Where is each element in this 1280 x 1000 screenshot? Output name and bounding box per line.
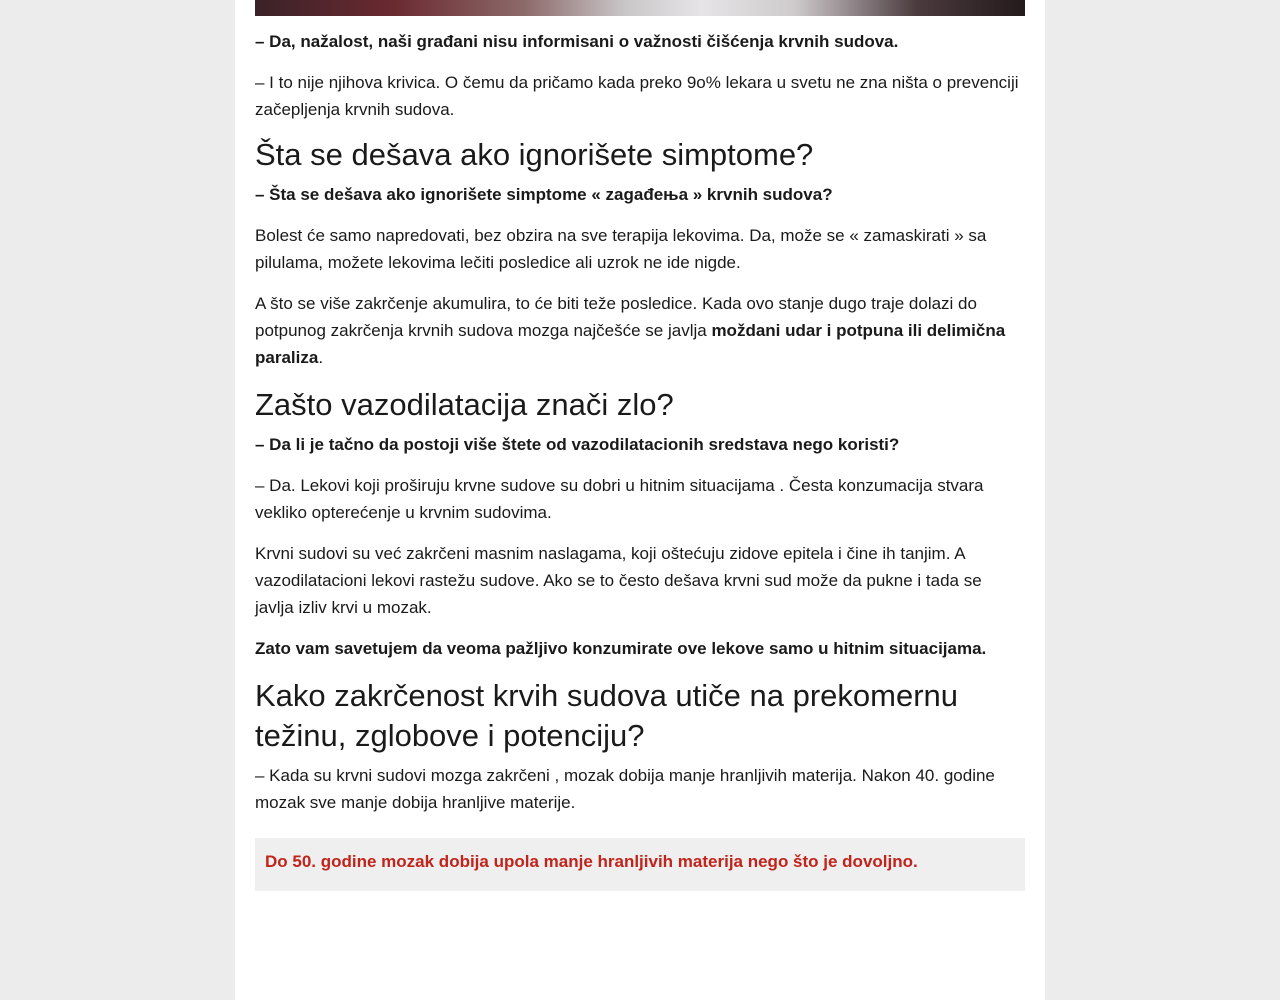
paragraph-answer-1: – Da, nažalost, naši građani nisu informisani o važnosti čišćenja krvnih sudova. [255, 32, 899, 51]
paragraph-brain-nutrients: – Kada su krvni sudovi mozga zakrčeni , mozak dobija manje hranljivih materija. Nakon 40. godine mozak sve manje dobija hranljive materije. [255, 766, 995, 812]
paragraph-consequences [255, 290, 1025, 371]
article-body [255, 28, 1025, 891]
heading-vasodilation: Zašto vazodilatacija znači zlo? [255, 387, 674, 422]
paragraph-disease-progress: Bolest će samo napredovati, bez obzira na sve terapija lekovima. Da, može se « zamaskirati » sa pilulama, možete lekovima lečiti posledice ali uzrok ne ide nigde. [255, 226, 987, 272]
paragraph-consequences-emphasis: moždani udar i potpuna ili delimična paraliza [255, 321, 1006, 367]
paragraph-vessel-damage: Krvni sudovi su već zakrčeni masnim naslagama, koji oštećuju zidove epitela i čine ih tanjim. A vazodilatacioni lekovi rastežu sudove. Ako se to često dešava krvni sud može da pukne i tada se javlja izliv krvi u mozak. [255, 544, 982, 617]
paragraph-advice: Zato vam savetujem da veoma pažljivo konzumirate ove lekove samo u hitnim situacijama. [255, 639, 987, 658]
highlight-callout: Do 50. godine mozak dobija upola manje hranljivih materija nego što je dovoljno. [255, 838, 1025, 891]
heading-weight-joints: Kako zakrčenost krvih sudova utiče na prekomernu težinu, zglobove i potenciju? [255, 678, 959, 753]
question-vasodilation: – Da li je tačno da postoji više štete od vazodilatacionih sredstava nego koristi? [255, 435, 900, 454]
paragraph-vasodilation-answer: – Da. Lekovi koji proširuju krvne sudove su dobri u hitnim situacijama . Česta konzumacija stvara vekliko opterećenje u krvnim sudovima. [255, 476, 984, 522]
paragraph-answer-2: – I to nije njihova krivica. O čemu da pričamo kada preko 9o% lekara u svetu ne zna ništa o prevenciji začepljenja krvnih sudova. [255, 73, 1019, 119]
article-hero-image [255, 0, 1025, 16]
question-ignore-symptoms: – Šta se dešava ako ignorišete simptome « zagađeњa » krvnih sudova? [255, 185, 833, 204]
paragraph-consequences-text: A što se više zakrčenje akumulira, to će biti teže posledice. Kada ovo stanje dugo traje dolazi do potpunog zakrčenja krvnih sudova mozga najčešće se javlja [255, 294, 977, 340]
paragraph-consequences-end: . [318, 348, 324, 367]
heading-ignore-symptoms: Šta se dešava ako ignorišete simptome? [255, 137, 814, 172]
article-page [235, 0, 1045, 1000]
